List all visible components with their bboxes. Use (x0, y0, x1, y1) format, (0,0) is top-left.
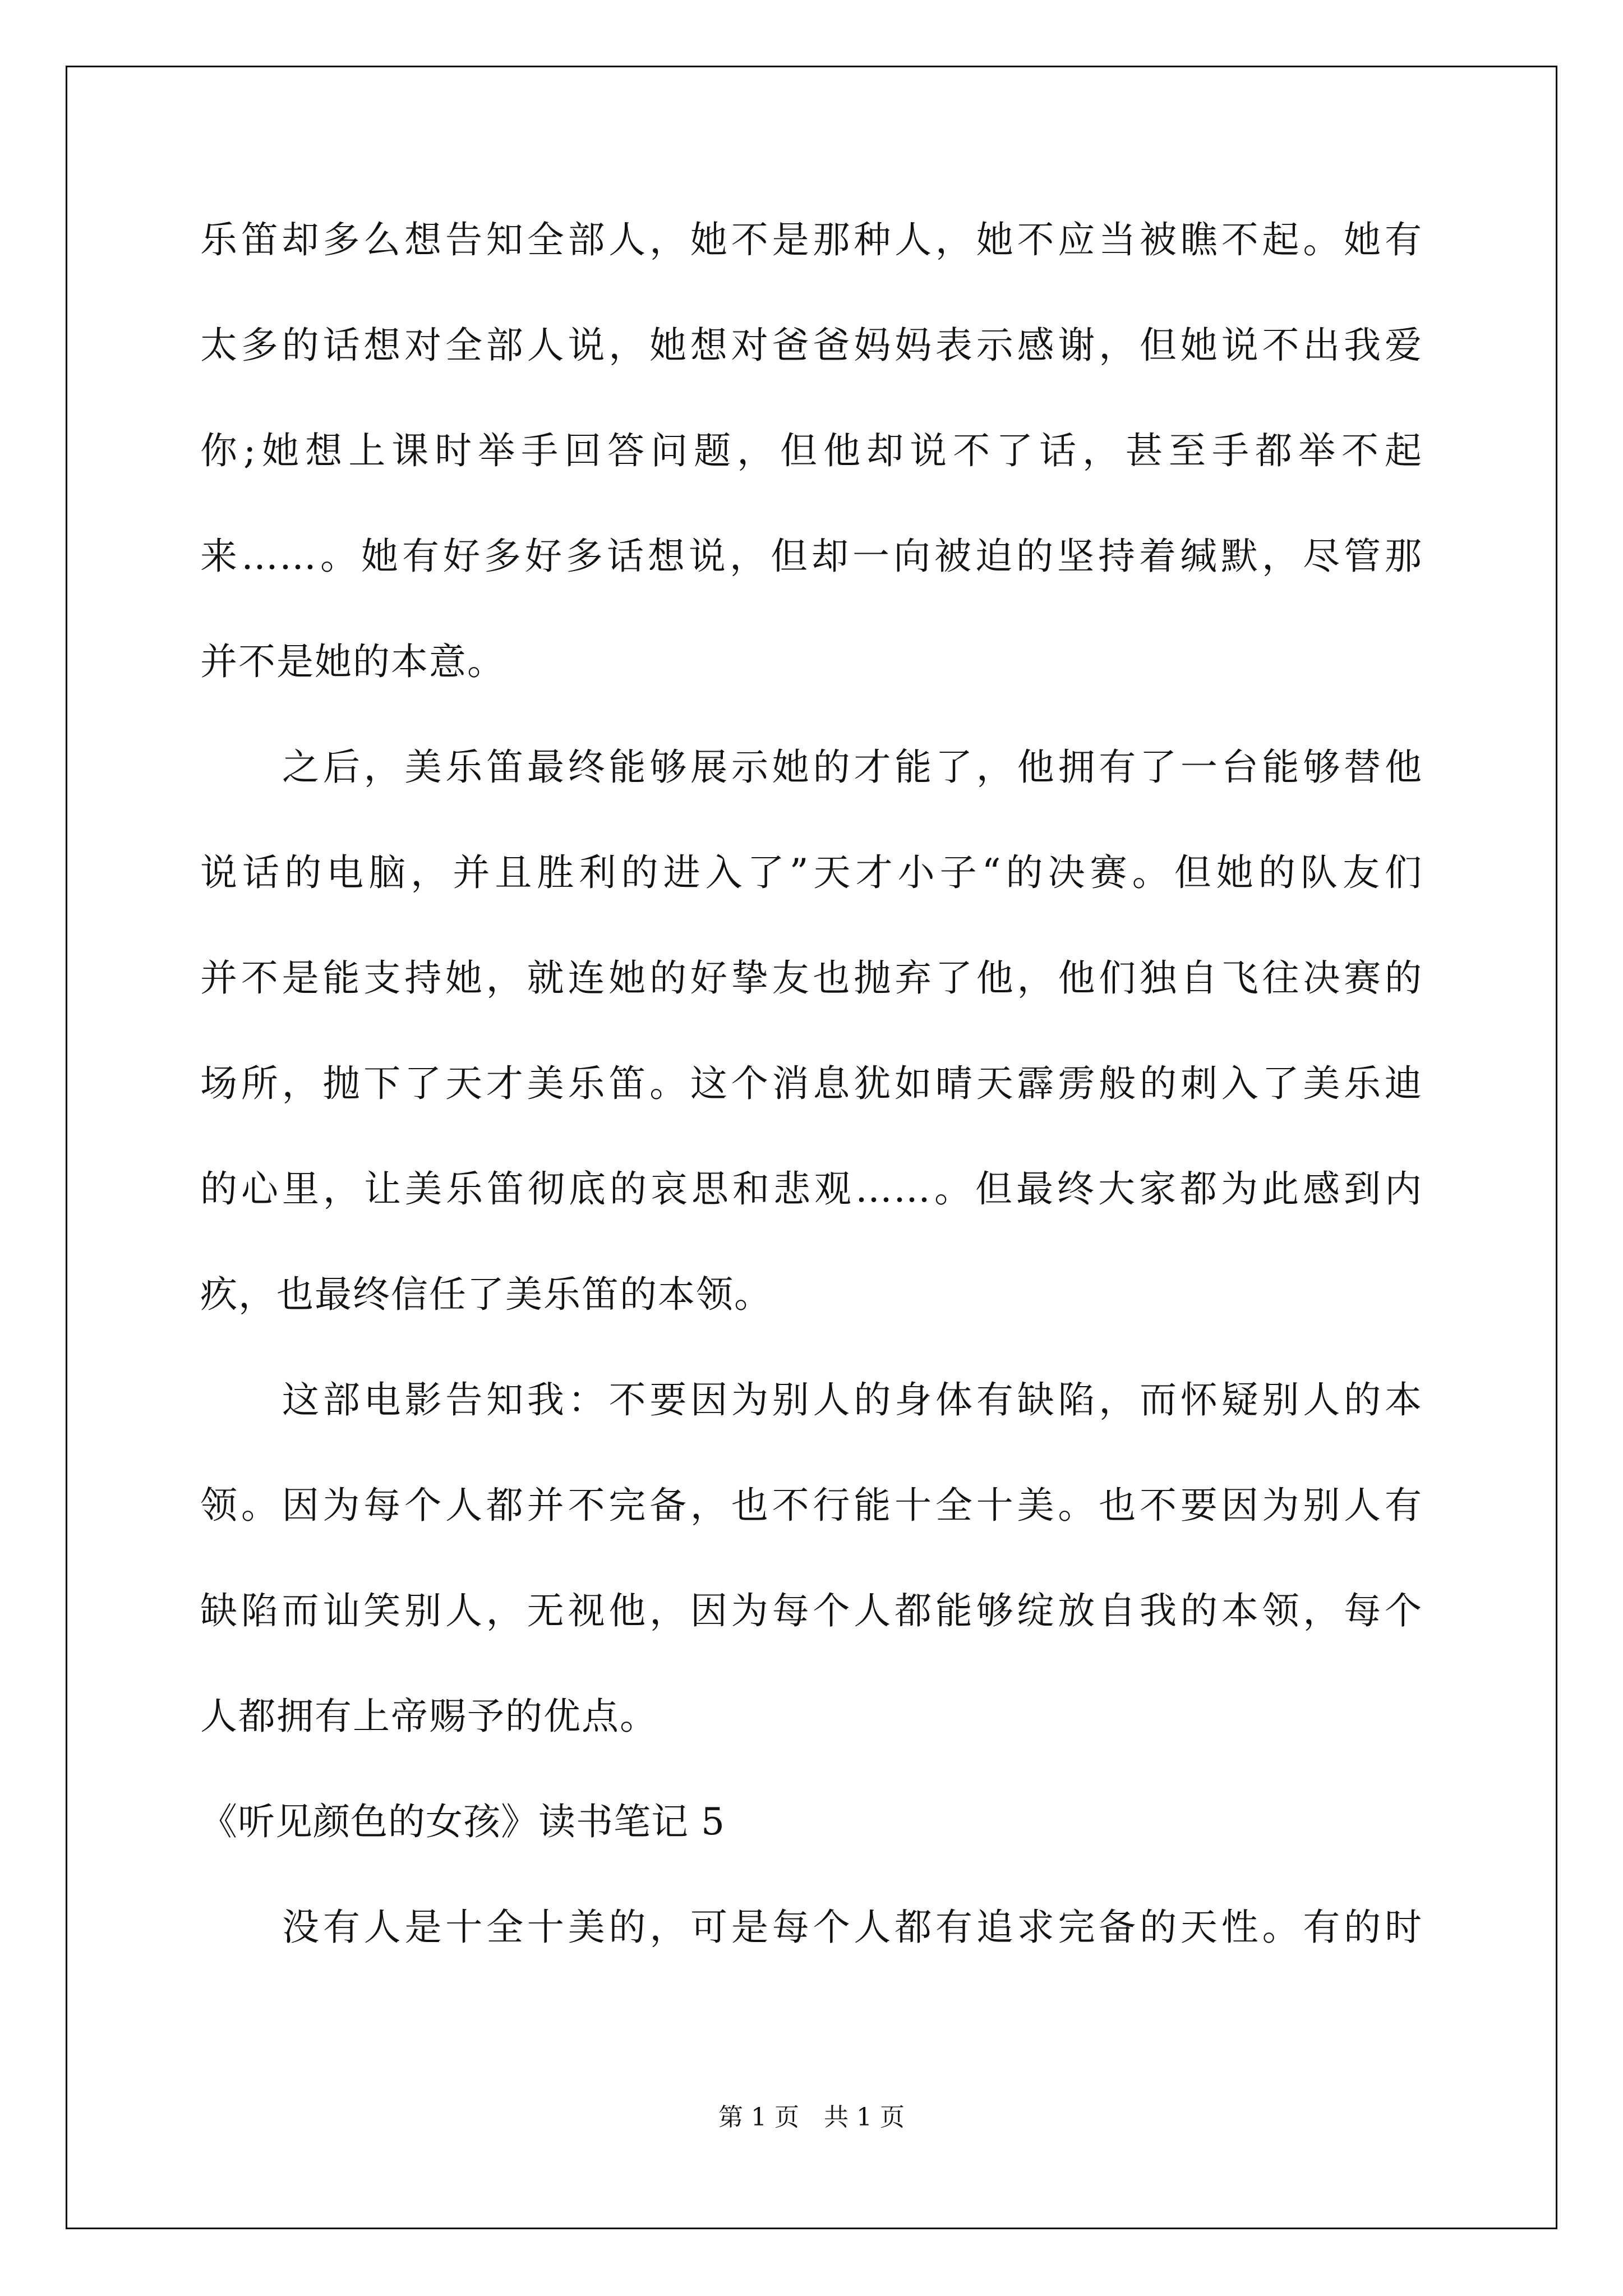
paragraph-line: 场所，抛下了天才美乐笛。这个消息犹如晴天霹雳般的刺入了美乐迪 (200, 1062, 1423, 1105)
paragraph-line: 并不是能支持她，就连她的好挚友也抛弃了他，他们独自飞往决赛的 (200, 956, 1423, 1000)
paragraph-line: 领。因为每个人都并不完备，也不行能十全十美。也不要因为别人有 (200, 1484, 1423, 1527)
paragraph-line: 说话的电脑，并且胜利的进入了”天才小子“的决赛。但她的队友们 (200, 851, 1423, 894)
paragraph-line: 并不是她的本意。 (200, 640, 505, 683)
paragraph-line: 太多的话想对全部人说，她想对爸爸妈妈表示感谢，但她说不出我爱 (200, 324, 1423, 367)
paragraph-line: 人都拥有上帝赐予的优点。 (200, 1695, 658, 1738)
page-footer: 第 1 页 共 1 页 (718, 2103, 905, 2132)
paragraph-line: 之后，美乐笛最终能够展示她的才能了，他拥有了一台能够替他 (282, 746, 1423, 789)
section-heading: 《听见颜色的女孩》读书笔记 5 (200, 1800, 725, 1843)
paragraph-line: 缺陷而讪笑别人，无视他，因为每个人都能够绽放自我的本领，每个 (200, 1589, 1423, 1632)
document-body (200, 210, 1423, 2003)
paragraph-line: 这部电影告知我：不要因为别人的身体有缺陷，而怀疑别人的本 (282, 1378, 1423, 1421)
paragraph-line: 疚，也最终信任了美乐笛的本领。 (200, 1273, 772, 1316)
paragraph-line: 乐笛却多么想告知全部人，她不是那种人，她不应当被瞧不起。她有 (200, 218, 1423, 261)
paragraph-line: 的心里，让美乐笛彻底的哀思和悲观……。但最终大家都为此感到内 (200, 1167, 1423, 1211)
paragraph-line: 你;她想上课时举手回答问题，但他却说不了话，甚至手都举不起 (200, 429, 1423, 472)
paragraph-line: 来……。她有好多好多话想说，但却一向被迫的坚持着缄默，尽管那 (200, 535, 1423, 578)
paragraph-line: 没有人是十全十美的，可是每个人都有追求完备的天性。有的时 (282, 1906, 1423, 1949)
